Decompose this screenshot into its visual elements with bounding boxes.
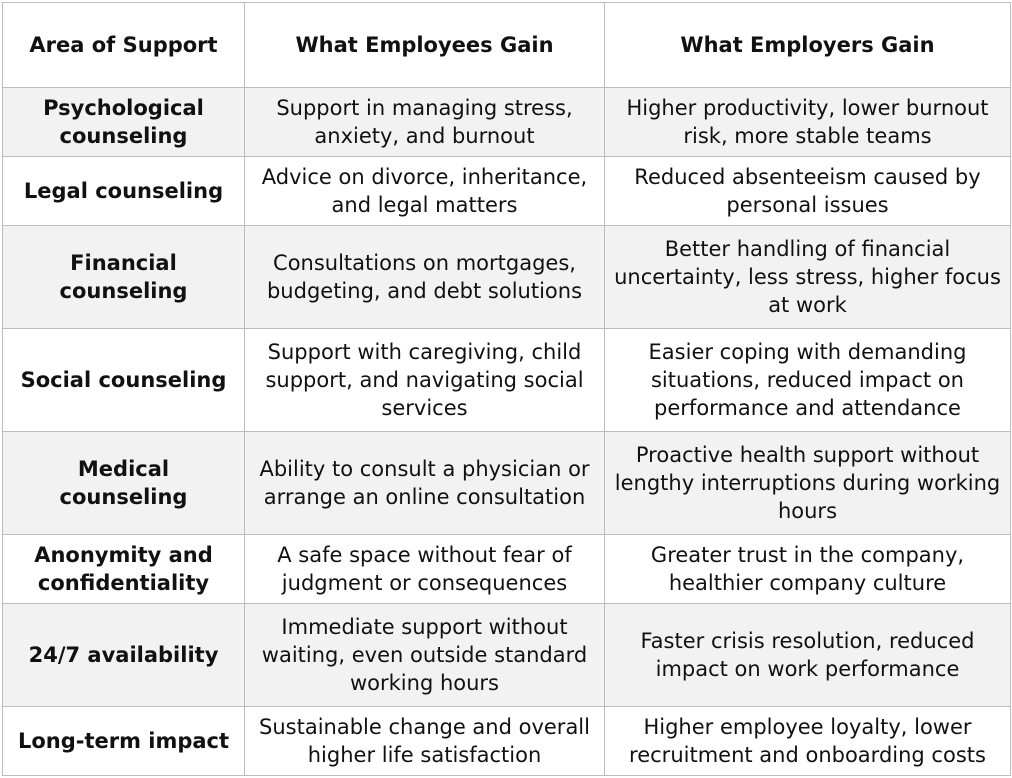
table-header-row — [3, 3, 1011, 88]
area-cell: Medical counseling — [3, 431, 245, 534]
table-row — [3, 534, 1011, 603]
table-row — [3, 603, 1011, 706]
table-row — [3, 431, 1011, 534]
employer-gain-cell: Higher productivity, lower burnout risk, more stable teams — [605, 88, 1011, 157]
header-employees-gain: What Employees Gain — [245, 3, 605, 88]
area-cell: Social counseling — [3, 329, 245, 432]
employee-gain-cell: Sustainable change and overall higher life satisfaction — [245, 706, 605, 775]
employer-gain-cell: Better handling of financial uncertainty, less stress, higher focus at work — [605, 226, 1011, 329]
employee-gain-cell: Support in managing stress, anxiety, and burnout — [245, 88, 605, 157]
employer-gain-cell: Easier coping with demanding situations, reduced impact on performance and attendance — [605, 329, 1011, 432]
area-cell: 24/7 availability — [3, 603, 245, 706]
employee-gain-cell: Advice on divorce, inheritance, and legal matters — [245, 157, 605, 226]
employee-gain-cell: Immediate support without waiting, even outside standard working hours — [245, 603, 605, 706]
table-row — [3, 706, 1011, 775]
employer-gain-cell: Reduced absenteeism caused by personal issues — [605, 157, 1011, 226]
area-cell: Psychological counseling — [3, 88, 245, 157]
support-comparison-table — [2, 2, 1011, 776]
table-row — [3, 226, 1011, 329]
table-row — [3, 157, 1011, 226]
area-cell: Legal counseling — [3, 157, 245, 226]
employer-gain-cell: Higher employee loyalty, lower recruitment and onboarding costs — [605, 706, 1011, 775]
table-row — [3, 88, 1011, 157]
area-cell: Financial counseling — [3, 226, 245, 329]
employee-gain-cell: Ability to consult a physician or arrange an online consultation — [245, 431, 605, 534]
employer-gain-cell: Proactive health support without lengthy interruptions during working hours — [605, 431, 1011, 534]
area-cell: Long-term impact — [3, 706, 245, 775]
employee-gain-cell: Support with caregiving, child support, and navigating social services — [245, 329, 605, 432]
employee-gain-cell: Consultations on mortgages, budgeting, and debt solutions — [245, 226, 605, 329]
header-area-of-support: Area of Support — [3, 3, 245, 88]
header-employers-gain: What Employers Gain — [605, 3, 1011, 88]
employer-gain-cell: Faster crisis resolution, reduced impact on work performance — [605, 603, 1011, 706]
employee-gain-cell: A safe space without fear of judgment or consequences — [245, 534, 605, 603]
employer-gain-cell: Greater trust in the company, healthier company culture — [605, 534, 1011, 603]
table-row — [3, 329, 1011, 432]
area-cell: Anonymity and confidentiality — [3, 534, 245, 603]
